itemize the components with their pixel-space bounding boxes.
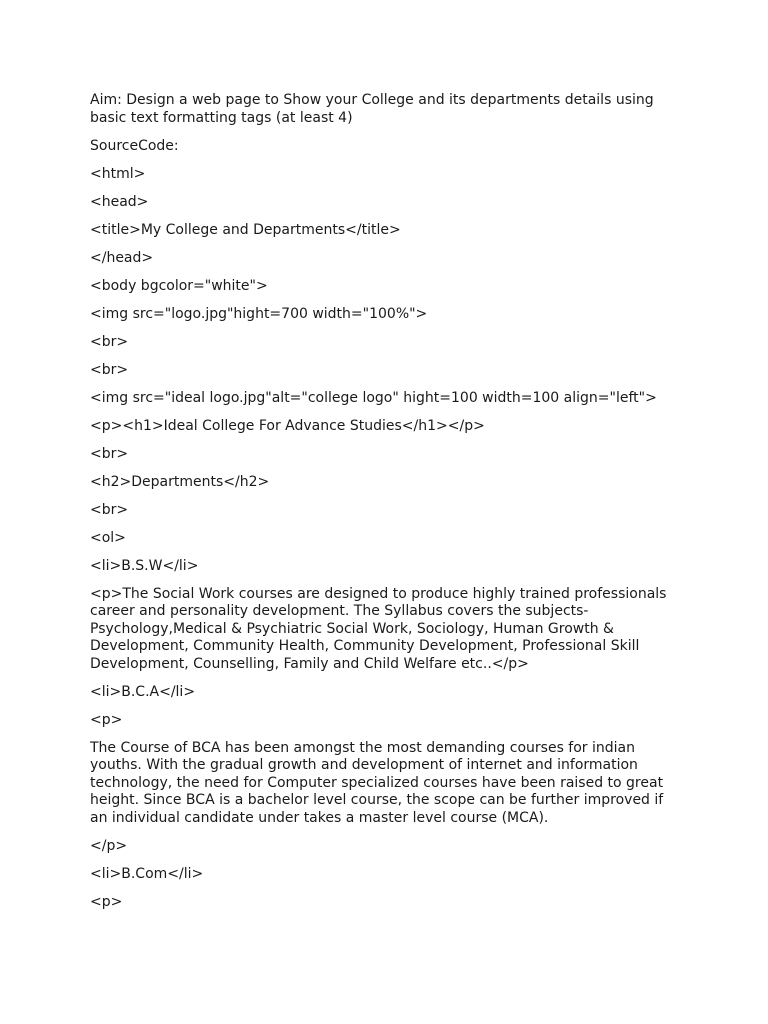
- code-line-html-open: <html>: [90, 165, 146, 182]
- code-line-p-close: </p>: [90, 837, 128, 854]
- code-line-li-bcom: <li>B.Com</li>: [90, 865, 204, 882]
- code-line-head-close: </head>: [90, 249, 154, 266]
- code-line-h2: <h2>Departments</h2>: [90, 473, 270, 490]
- code-line-img-banner: <img src="logo.jpg"hight=700 width="100%">: [90, 305, 428, 322]
- code-paragraph-bca: The Course of BCA has been amongst the most demanding courses for indian youths. With the gradual growth and development of internet and information technology, the need for Computer specialized courses have been raised to great height. Since BCA is a bachelor level course, the scope can be further improved if an individual candidate under takes a master level course (MCA).: [90, 739, 664, 826]
- code-line-li-bca: <li>B.C.A</li>: [90, 683, 196, 700]
- code-line-br: <br>: [90, 361, 129, 378]
- aim-paragraph: Aim: Design a web page to Show your College and its departments details using basic text formatting tags (at least 4): [90, 92, 654, 126]
- code-line-h1: <p><h1>Ideal College For Advance Studies</h1></p>: [90, 417, 485, 434]
- code-line-br: <br>: [90, 501, 129, 518]
- code-line-p-open: <p>: [90, 893, 123, 910]
- code-line-title: <title>My College and Departments</title>: [90, 221, 401, 238]
- code-line-img-logo: <img src="ideal logo.jpg"alt="college logo" hight=100 width=100 align="left">: [90, 389, 657, 406]
- source-code-label: SourceCode:: [90, 137, 179, 154]
- code-line-ol-open: <ol>: [90, 529, 126, 546]
- code-paragraph-bsw: <p>The Social Work courses are designed to produce highly trained professionals career and personality development. The Syllabus covers the subjects-Psychology,Medical & Psychiatric Social Work, Sociology, Human Growth & Development, Community Health, Community Development, Professional Skill Development, Counselling, Family and Child Welfare etc..</p>: [90, 585, 667, 672]
- code-line-br: <br>: [90, 445, 129, 462]
- code-line-p-open: <p>: [90, 711, 123, 728]
- document-page: [90, 92, 682, 922]
- code-line-head-open: <head>: [90, 193, 149, 210]
- code-line-body-open: <body bgcolor="white">: [90, 277, 268, 294]
- code-line-li-bsw: <li>B.S.W</li>: [90, 557, 199, 574]
- code-line-br: <br>: [90, 333, 129, 350]
